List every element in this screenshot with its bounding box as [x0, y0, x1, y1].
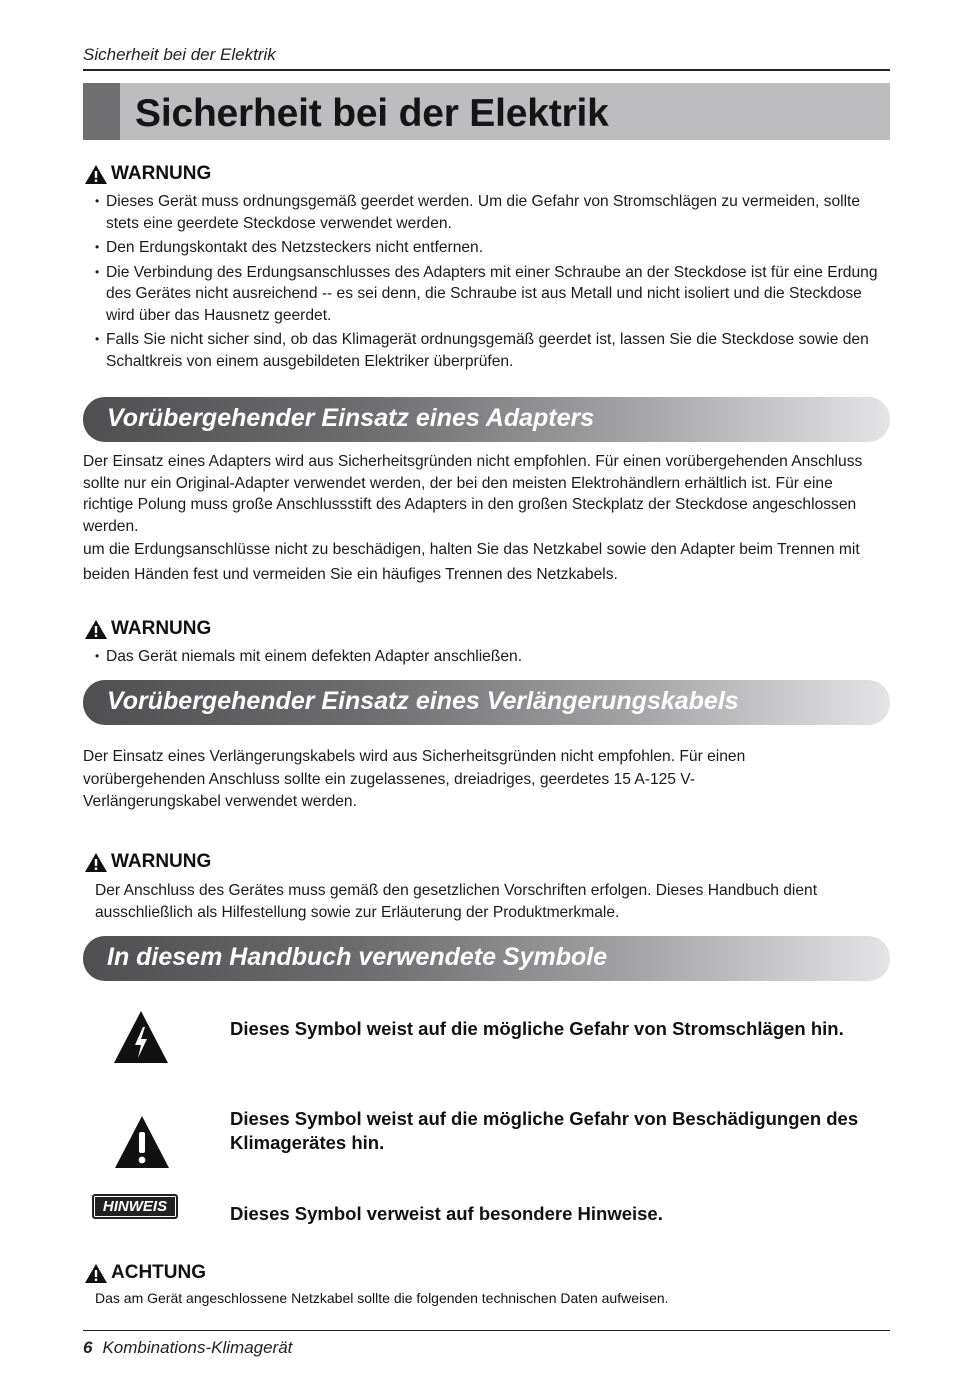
section-title: Vorübergehender Einsatz eines Verlängerungskabels — [107, 687, 739, 715]
extension-paragraph: Der Einsatz eines Verlängerungskabels wird aus Sicherheitsgründen nicht empfohlen. Für einen vorübergehenden Anschluss sollte ein zugelassenes, dreiadriges, geerdetes 15 A-125 V-Verlängerungskabel verwendet werden. — [83, 748, 746, 810]
warning-list — [95, 646, 890, 671]
symbol-description: Dieses Symbol verweist auf besondere Hinweise. — [230, 1203, 663, 1224]
caution-heading — [84, 1262, 206, 1284]
section-title: In diesem Handbuch verwendete Symbole — [107, 943, 608, 971]
page-title: Sicherheit bei der Elektrik — [135, 92, 609, 135]
footer-product: Kombinations-Klimagerät — [102, 1338, 293, 1357]
caution-text: Das am Gerät angeschlossene Netzkabel sollte die folgenden technischen Daten aufweisen. — [95, 1290, 669, 1306]
adapter-paragraph — [83, 451, 883, 587]
warning-triangle-icon — [84, 1263, 108, 1284]
warning-heading-label: WARNUNG — [111, 618, 212, 639]
page-number: 6 — [83, 1338, 93, 1357]
electric-shock-warning-icon — [113, 1010, 169, 1064]
warning-heading — [84, 618, 211, 640]
warning-list — [95, 191, 890, 375]
warning-triangle-icon — [84, 852, 108, 873]
symbol-description: Dieses Symbol weist auf die mögliche Gefahr von Stromschlägen hin. — [230, 1018, 844, 1039]
title-accent-block — [83, 83, 120, 140]
paragraph-text: Der Einsatz eines Adapters wird aus Sicherheitsgründen nicht empfohlen. Für einen vorübergehenden Anschluss sollte nur ein Original-Adapter verwendet werden, der bei den meisten Elektrohändlern erhältlich ist. Für eine richtige Polung muss große Anschlussstift des Adapters in den großen Steckplatz der Steckdose angeschlossen werden. — [83, 453, 863, 535]
list-item: • Falls Sie nicht sicher sind, ob das Klimagerät ordnungsgemäß geerdet ist, lassen Sie die Steckdose sowie den Schaltkreis von einem ausgebildeten Elektriker überprüfen. — [95, 329, 890, 372]
warning-heading-label: WARNUNG — [111, 851, 212, 872]
list-item: • Die Verbindung des Erdungsanschlusses des Adapters mit einer Schraube an der Steckdose ist für eine Erdung des Gerätes nicht ausreichend -- es sei denn, die Schraube ist aus Metall und nicht isoliert und die Steckdose wird über das Hausnetz geerdet. — [95, 262, 890, 327]
caution-heading-label: ACHTUNG — [111, 1262, 206, 1283]
warning-triangle-icon — [84, 164, 108, 185]
list-item: • Den Erdungskontakt des Netzsteckers nicht entfernen. — [95, 237, 890, 259]
footer-rule — [83, 1330, 890, 1331]
paragraph-text: um die Erdungsanschlüsse nicht zu beschädigen, halten Sie das Netzkabel sowie den Adapter beim Trennen mit beiden Händen fest und vermeiden Sie ein häufiges Trennen des Netzkabels. — [83, 541, 860, 583]
symbol-description: Dieses Symbol weist auf die mögliche Gefahr von Beschädigungen des Klimagerätes hin. — [230, 1108, 859, 1153]
warning-triangle-icon — [84, 619, 108, 640]
header-rule — [83, 69, 890, 71]
section-heading-extension — [83, 680, 890, 725]
warning-text: Der Anschluss des Gerätes muss gemäß den gesetzlichen Vorschriften erfolgen. Dieses Handbuch dient ausschließlich als Hilfestellung sowie zur Erläuterung der Produktmerkmale. — [95, 882, 818, 921]
warning-heading — [84, 851, 211, 873]
page-title-bar — [83, 83, 890, 140]
list-item: • Das Gerät niemals mit einem defekten Adapter anschließen. — [95, 646, 890, 668]
running-header: Sicherheit bei der Elektrik — [83, 45, 276, 64]
list-item: • Dieses Gerät muss ordnungsgemäß geerdet werden. Um die Gefahr von Stromschlägen zu vermeiden, sollte stets eine geerdete Steckdose verwendet werden. — [95, 191, 890, 234]
warning-heading-label: WARNUNG — [111, 163, 212, 184]
section-heading-adapter — [83, 397, 890, 442]
footer — [83, 1338, 292, 1358]
section-heading-symbols — [83, 936, 890, 981]
hinweis-badge: HINWEIS — [92, 1194, 178, 1219]
exclamation-warning-icon — [114, 1115, 170, 1169]
section-title: Vorübergehender Einsatz eines Adapters — [107, 404, 595, 432]
warning-heading — [84, 163, 211, 185]
